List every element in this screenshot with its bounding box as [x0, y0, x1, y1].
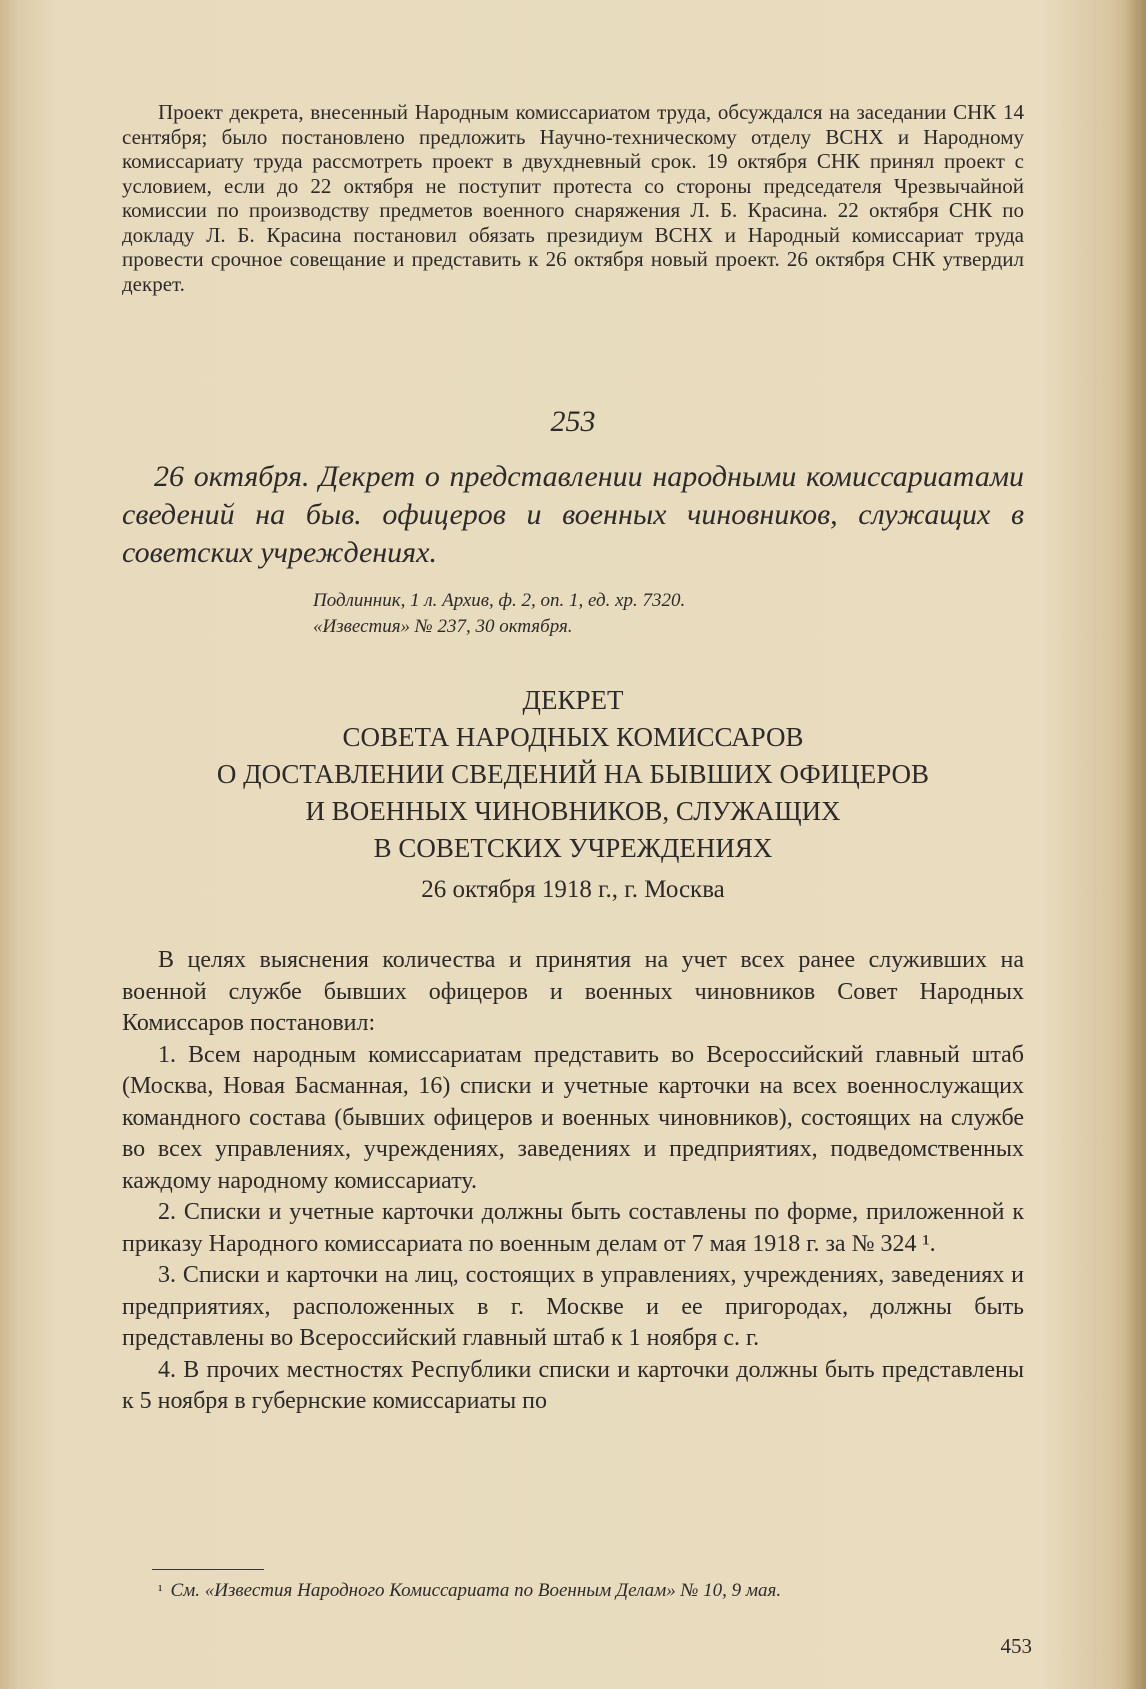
heading-line: ДЕКРЕТ [522, 685, 624, 715]
page-number: 453 [1000, 1634, 1032, 1658]
heading-line: В СОВЕТСКИХ УЧРЕЖДЕНИЯХ [373, 833, 773, 863]
heading-line: О ДОСТАВЛЕНИИ СВЕДЕНИЙ НА БЫВШИХ ОФИЦЕРОВ [216, 759, 930, 789]
decree-heading [0, 682, 1146, 867]
footnote-text: См. «Известия Народного Комиссариата по Военным Делам» № 10, 9 мая. [170, 1580, 782, 1601]
document-number: 253 [550, 405, 596, 438]
source-line: Подлинник, 1 л. Архив, ф. 2, оп. 1, ед. хр. 7320. [313, 590, 686, 611]
document-title: 26 октября. Декрет о представлении народными комиссариатами сведений на быв. офицеров и военных чиновников, служащих в советских учреждениях. [122, 460, 1024, 569]
body-paragraph: В целях выяснения количества и принятия на учет всех ранее служивших на военной службе бывших офицеров и военных чиновников Совет Народных Комиссаров постановил: [122, 947, 1024, 1036]
body-paragraph: 1. Всем народным комиссариатам представить во Всероссийский главный штаб (Москва, Новая Басманная, 16) списки и учетные карточки на всех военнослужащих командного состава (бывших офицеров и военных чиновников), состоящих на службе во всех управлениях, учреждениях, заведениях и предприятиях, подведомственных каждому народному комиссариату. [122, 1041, 1024, 1194]
body-paragraph: 3. Списки и карточки на лиц, состоящих в управлениях, учреждениях, заведениях и предприятиях, расположенных в г. Москве и ее пригородах, должны быть представлены во Всероссийский главный штаб к 1 ноября с. г. [122, 1262, 1024, 1351]
footnote [122, 1578, 1024, 1604]
source-reference [313, 588, 1033, 640]
heading-line: СОВЕТА НАРОДНЫХ КОМИССАРОВ [342, 722, 804, 752]
heading-line: И ВОЕННЫХ ЧИНОВНИКОВ, СЛУЖАЩИХ [305, 796, 841, 826]
footnote-mark: ¹ [158, 1583, 163, 1599]
intro-paragraph: Проект декрета, внесенный Народным комиссариатом труда, обсуждался на заседании СНК 14 сентября; было постановлено предложить Научно-техническому отделу ВСНХ и Народному комиссариату труда рассмотреть проект в двухдневный срок. 19 октября СНК принял проект с условием, если до 22 октября не поступит протеста со стороны председателя Чрезвычайной комиссии по производству предметов военного снаряжения Л. Б. Красина. 22 октября СНК по докладу Л. Б. Красина постановил обязать президиум ВСНХ и Народный комиссариат труда провести срочное совещание и представить к 26 октября новый проект. 26 октября СНК утвердил декрет. [122, 100, 1024, 296]
date-place: 26 октября 1918 г., г. Москва [421, 876, 725, 903]
decree-body [122, 945, 1024, 1418]
footnote-divider [152, 1569, 264, 1570]
body-paragraph: 2. Списки и учетные карточки должны быть составлены по форме, приложенной к приказу Народного комиссариата по военным делам от 7 мая 1918 г. за № 324 ¹. [122, 1199, 1024, 1257]
body-paragraph: 4. В прочих местностях Республики списки и карточки должны быть представлены к 5 ноября в губернские комиссариаты по [122, 1356, 1024, 1414]
source-line: «Известия» № 237, 30 октября. [313, 616, 573, 637]
